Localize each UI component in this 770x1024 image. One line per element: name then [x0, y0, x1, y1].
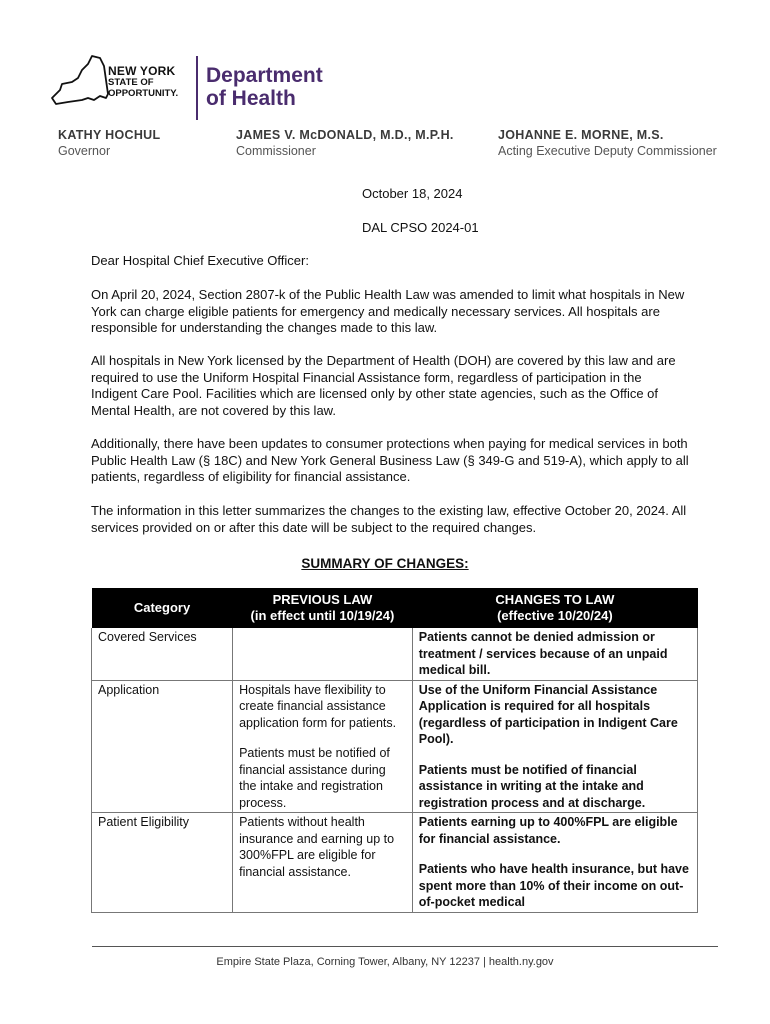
official-title: Commissioner: [236, 144, 316, 158]
header-previous-line2: (in effect until 10/19/24): [250, 608, 395, 623]
official-name: JOHANNE E. MORNE, M.S.: [498, 128, 664, 142]
table-row: [92, 628, 698, 680]
paragraph-3: Additionally, there have been updates to consumer protections when paying for medical services in both Public Health Law (§ 18C) and New York General Business Law (§ 349-G and 519-A), which apply to all patients, regardless of eligibility for financial assistance.: [91, 436, 689, 484]
header-changes-line2: (effective 10/20/24): [497, 608, 613, 623]
dept-line1: Department: [206, 64, 323, 87]
official-title: Governor: [58, 144, 111, 158]
cell-previous-part2: Patients must be notified of financial assistance during the intake and registration process.: [239, 746, 390, 810]
nys-doh-logo: [48, 52, 368, 122]
official-title: Acting Executive Deputy Commissioner: [498, 144, 717, 158]
header-changes-to-law: [412, 588, 697, 628]
table-header-row: [92, 588, 698, 628]
new-york-state-map-icon: [48, 54, 110, 110]
changes-table: [91, 588, 698, 913]
cell-changes-part2: Patients must be notified of financial assistance in writing at the intake and registration process and at discharge.: [418, 762, 646, 810]
official-name: JAMES V. McDONALD, M.D., M.P.H.: [236, 128, 454, 142]
letter-reference: DAL CPSO 2024-01: [362, 220, 479, 235]
official-deputy: [498, 128, 717, 158]
cell-gap: [419, 847, 691, 861]
header-category: Category: [92, 588, 233, 628]
table-row: [92, 813, 698, 913]
official-governor: [58, 128, 160, 158]
cell-previous: [233, 628, 413, 680]
ny-state-wordmark: [108, 66, 178, 99]
cell-previous-part1: Hospitals have flexibility to create financial assistance application form for patients.: [239, 682, 397, 730]
cell-category: Application: [92, 680, 233, 813]
cell-category: Patient Eligibility: [92, 813, 233, 913]
cell-changes: Patients cannot be denied admission or treatment / services because of an unpaid medical bill.: [412, 628, 697, 680]
ny-line2: STATE OF: [108, 77, 154, 88]
cell-previous: Patients without health insurance and earning up to 300%FPL are eligible for financial assistance.: [233, 813, 413, 913]
dept-line2: of Health: [206, 87, 296, 110]
cell-changes: [412, 680, 697, 813]
department-wordmark: [206, 64, 323, 110]
cell-changes-part1: Patients earning up to 400%FPL are eligible for financial assistance.: [418, 815, 678, 846]
cell-previous: [233, 680, 413, 813]
official-commissioner: [236, 128, 454, 158]
paragraph-2: All hospitals in New York licensed by the Department of Health (DOH) are covered by this law and are required to use the Uniform Hospital Financial Assistance form, regardless of participation in the Indigent Care Pool. Facilities which are licensed only by other state agencies, such as the Office of Mental Health, are not covered by this law.: [91, 353, 676, 418]
cell-changes: [412, 813, 697, 913]
salutation: Dear Hospital Chief Executive Officer:: [91, 253, 309, 268]
header-changes-line1: CHANGES TO LAW: [495, 592, 615, 607]
header-previous-line1: PREVIOUS LAW: [272, 592, 373, 607]
logo-divider: [196, 56, 198, 120]
cell-gap: [419, 748, 691, 762]
cell-gap: [239, 731, 406, 745]
ny-line3: OPPORTUNITY.: [108, 88, 179, 99]
cell-category: Covered Services: [92, 628, 233, 680]
cell-changes-part1: Use of the Uniform Financial Assistance Application is required for all hospitals (regardless of participation in Indigent Care Pool).: [418, 682, 678, 746]
footer-address: Empire State Plaza, Corning Tower, Albany, NY 12237 | health.ny.gov: [216, 956, 554, 968]
header-previous-law: [233, 588, 413, 628]
official-name: KATHY HOCHUL: [58, 128, 161, 142]
cell-changes-part2: Patients who have health insurance, but have spent more than 10% of their income on out-of-pocket medical: [418, 862, 689, 909]
paragraph-1: On April 20, 2024, Section 2807-k of the Public Health Law was amended to limit what hospitals in New York can charge eligible patients for emergency and medically necessary services. All hospitals are responsible for understanding the changes made to this law.: [91, 287, 685, 335]
summary-heading: SUMMARY OF CHANGES:: [301, 556, 469, 571]
paragraph-4: The information in this letter summarizes the changes to the existing law, effective October 20, 2024. All services provided on or after this date will be subject to the required changes.: [91, 503, 687, 535]
letter-date: October 18, 2024: [362, 186, 463, 201]
table-row: [92, 680, 698, 813]
footer-rule: [92, 946, 718, 947]
ny-line1: NEW YORK: [108, 64, 176, 78]
